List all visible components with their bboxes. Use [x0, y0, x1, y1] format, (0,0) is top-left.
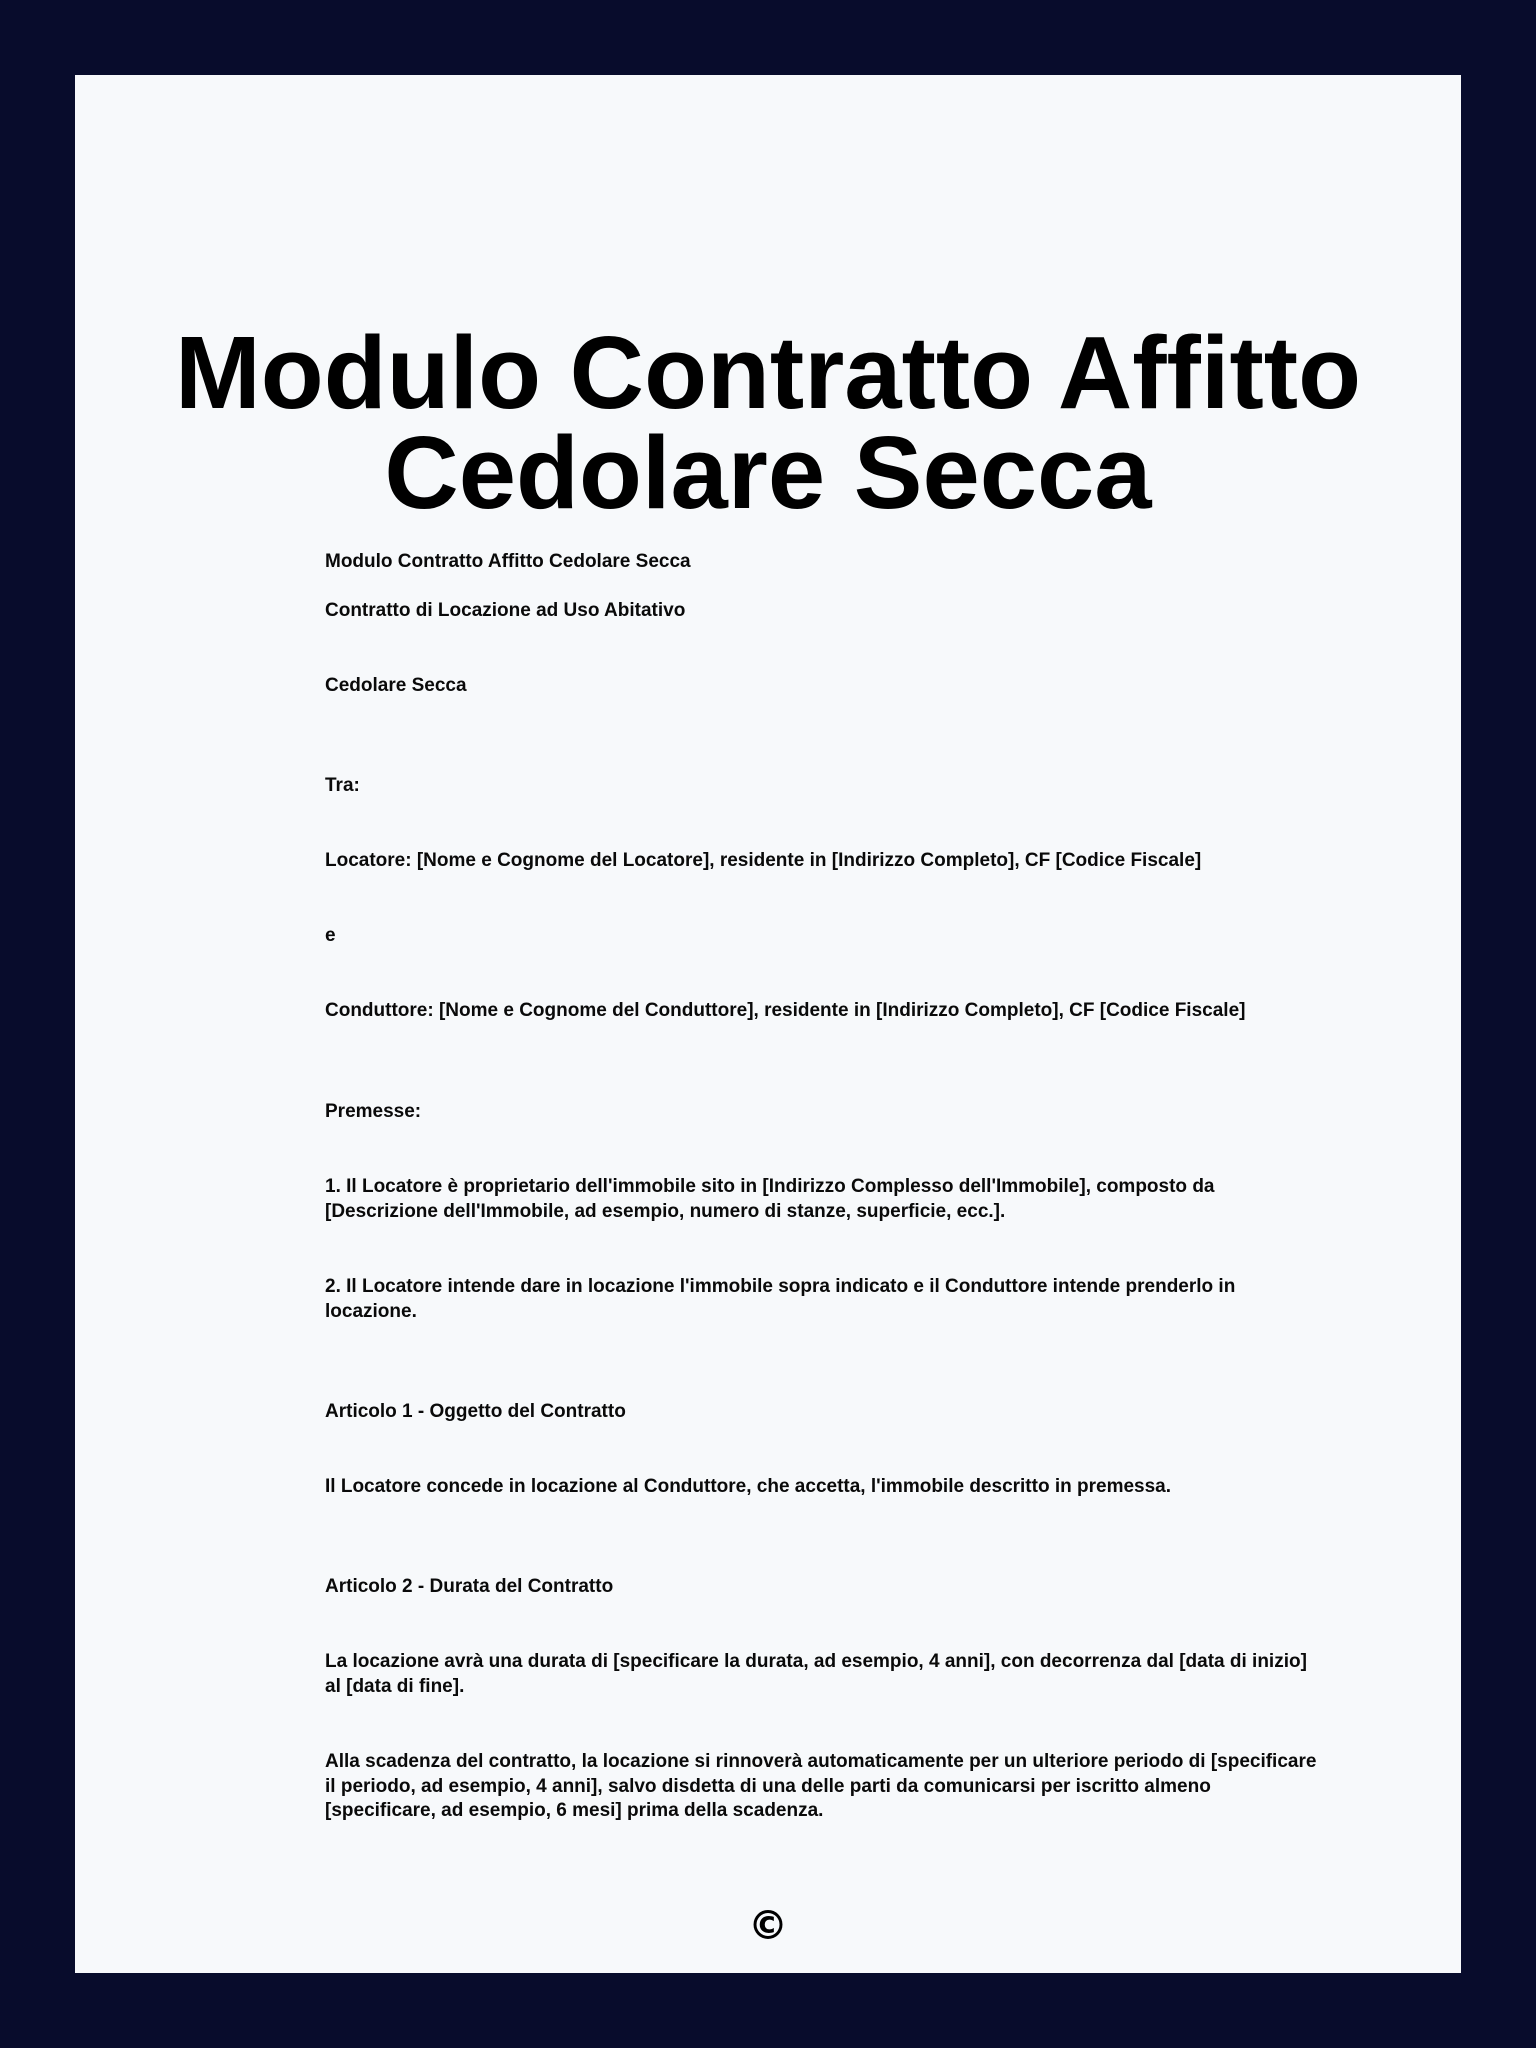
article-2-renewal: Alla scadenza del contratto, la locazione si rinnoverà automaticamente per un ulteriore periodo di [specificare il periodo, ad esempio, 4 anni], salvo disdetta di una delle parti da comunicarsi per iscritto almeno [specificare, ad esempio, 6 mesi] prima della scadenza.: [325, 1751, 1317, 1821]
article-1-text: Il Locatore concede in locazione al Conduttore, che accetta, l'immobile descritto in premessa.: [325, 1476, 1172, 1497]
parties-label: Tra:: [325, 775, 360, 796]
doc-subheading: Contratto di Locazione ad Uso Abitativo: [325, 600, 686, 621]
article-1-heading: Articolo 1 - Oggetto del Contratto: [325, 1401, 626, 1422]
article-2-heading: Articolo 2 - Durata del Contratto: [325, 1576, 614, 1597]
title-line-2: Cedolare Secca: [384, 415, 1152, 530]
title-line-1: Modulo Contratto Affitto: [174, 315, 1361, 430]
article-2-duration: La locazione avrà una durata di [specificare la durata, ad esempio, 4 anni], con decorrenza dal [data di inizio] al [data di fine].: [325, 1651, 1307, 1697]
premises-label: Premesse:: [325, 1101, 422, 1122]
copyright-icon: ©: [748, 1903, 788, 1949]
premise-2: 2. Il Locatore intende dare in locazione l'immobile sopra indicato e il Conduttore intende prenderlo in locazione.: [325, 1276, 1236, 1322]
premise-1: 1. Il Locatore è proprietario dell'immobile sito in [Indirizzo Complesso dell'Immobile], composto da [Descrizione dell'Immobile, ad esempio, numero di stanze, superficie, ecc.].: [325, 1176, 1215, 1222]
tenant-clause: Conduttore: [Nome e Cognome del Conduttore], residente in [Indirizzo Completo], CF [Codice Fiscale]: [325, 1000, 1246, 1021]
page-title: [75, 315, 1461, 530]
conjunction: e: [325, 925, 336, 946]
landlord-clause: Locatore: [Nome e Cognome del Locatore], residente in [Indirizzo Completo], CF [Codice Fiscale]: [325, 850, 1202, 871]
doc-regime: Cedolare Secca: [325, 675, 467, 696]
document-page: [75, 75, 1461, 1973]
doc-heading: Modulo Contratto Affitto Cedolare Secca: [325, 551, 691, 572]
